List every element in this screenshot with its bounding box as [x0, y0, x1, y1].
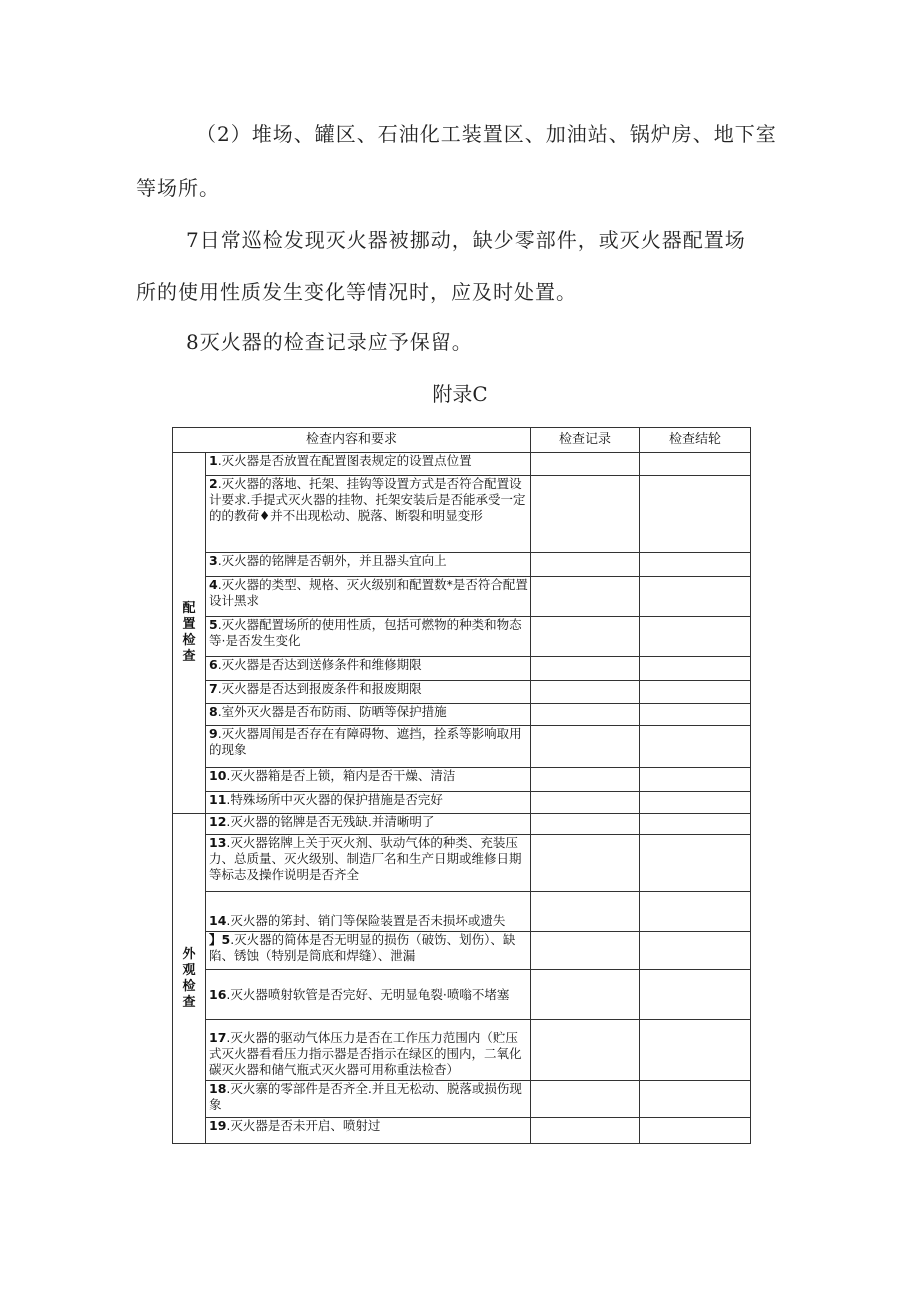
- table-row: [173, 617, 751, 657]
- result-cell[interactable]: [640, 835, 751, 892]
- result-cell[interactable]: [640, 657, 751, 681]
- result-cell[interactable]: [640, 1081, 751, 1118]
- record-cell[interactable]: [531, 970, 640, 1020]
- record-cell[interactable]: [531, 1118, 640, 1144]
- row-text: 5.灭火器配置场所的使用性质，包括可燃物的种类和物态等·是否发生变化: [206, 617, 531, 657]
- table-row: [173, 476, 751, 553]
- record-cell[interactable]: [531, 553, 640, 577]
- result-cell[interactable]: [640, 617, 751, 657]
- row-text: 6.灭火器是否达到送修条件和维修期限: [206, 657, 531, 681]
- result-cell[interactable]: [640, 681, 751, 704]
- record-cell[interactable]: [531, 835, 640, 892]
- row-text: 17.灭火器的驱动气体压力是否在工作压力范围内（贮压式灭火器看看压力指示器是否指示在绿区的围内，二氧化碳灭火器和储气瓶式灭火器可用称重法检杳）: [206, 1020, 531, 1081]
- result-cell[interactable]: [640, 476, 751, 553]
- result-cell[interactable]: [640, 1020, 751, 1081]
- table-row: [173, 577, 751, 617]
- paragraph-1-cont: 等场所。: [136, 176, 220, 200]
- table-row: [173, 453, 751, 476]
- table-row: [173, 704, 751, 726]
- category-config-label: 配置检查: [182, 601, 196, 664]
- result-cell[interactable]: [640, 453, 751, 476]
- table-row: [173, 970, 751, 1020]
- table-row: [173, 932, 751, 970]
- result-cell[interactable]: [640, 704, 751, 726]
- row-text: 10.灭火器箱是否上锁，箱内是否干燥、清洁: [206, 768, 531, 792]
- result-cell[interactable]: [640, 814, 751, 835]
- row-text: 2.灭火器的落地、托架、挂钩等设置方式是否符合配置设计要求.手提式灭火器的挂物、托架安装后是否能承受一定的的教荷♦并不出现松动、脱落、断裂和明显变形: [206, 476, 531, 553]
- header-record: 检查记录: [531, 428, 640, 453]
- category-config: [173, 453, 206, 814]
- row-text: 16.灭火器喷射软管是否完好、无明显龟裂·喷嗡不堵塞: [206, 970, 531, 1020]
- table-row: [173, 553, 751, 577]
- record-cell[interactable]: [531, 1081, 640, 1118]
- table-row: [173, 1118, 751, 1144]
- row-text: 11.特殊场所中灭火器的保护措施是否完好: [206, 792, 531, 814]
- category-appearance-label: 外观检查: [182, 946, 196, 1010]
- record-cell[interactable]: [531, 892, 640, 932]
- paragraph-2-cont: 所的使用性质发生变化等情况时，应及时处置。: [136, 280, 577, 304]
- row-text: 19.灭火器是否未开启、喷射过: [206, 1118, 531, 1144]
- paragraph-1: （2）堆场、罐区、石油化工装置区、加油站、锅炉房、地下室: [196, 122, 777, 146]
- paragraph-3: 8灭火器的检查记录应予保留。: [186, 330, 473, 354]
- record-cell[interactable]: [531, 768, 640, 792]
- result-cell[interactable]: [640, 932, 751, 970]
- record-cell[interactable]: [531, 681, 640, 704]
- row-text: 3.灭火器的铭牌是否朝外，并且器头宜向上: [206, 553, 531, 577]
- row-text: 18.灭火寨的零部件是否齐全.并且无松动、脱落或损伤现象: [206, 1081, 531, 1118]
- row-text: 13.灭火器铭牌上关于灭火剂、驮动气体的种类、充装压力、总质量、灭火级别、制造厂名和生产日期或维修日期等标志及操作说明是否齐全: [206, 835, 531, 892]
- row-text: 7.灭火器是否达到报废条件和报废期限: [206, 681, 531, 704]
- record-cell[interactable]: [531, 814, 640, 835]
- result-cell[interactable]: [640, 892, 751, 932]
- inspection-table: [172, 427, 751, 1144]
- record-cell[interactable]: [531, 657, 640, 681]
- result-cell[interactable]: [640, 1118, 751, 1144]
- category-appearance: [173, 814, 206, 1144]
- record-cell[interactable]: [531, 726, 640, 768]
- result-cell[interactable]: [640, 726, 751, 768]
- table-row: [173, 726, 751, 768]
- table-row: [173, 768, 751, 792]
- table-row: [173, 792, 751, 814]
- row-text: 9.灭火器周闱是否存在有障碍物、遮挡，拴系等影响取用的现象: [206, 726, 531, 768]
- appendix-title: 附录C: [432, 382, 488, 406]
- record-cell[interactable]: [531, 792, 640, 814]
- row-text: 】5.灭火器的简体是否无明显的损伤（破饬、划伤）、缺陷、锈蚀（特别是筒底和焊缝）、泄漏: [206, 932, 531, 970]
- table-row: [173, 1020, 751, 1081]
- row-text: 8.室外灭火器是否布防雨、防晒等保护措施: [206, 704, 531, 726]
- header-result: 检查结轮: [640, 428, 751, 453]
- result-cell[interactable]: [640, 970, 751, 1020]
- table-row: [173, 657, 751, 681]
- record-cell[interactable]: [531, 932, 640, 970]
- record-cell[interactable]: [531, 476, 640, 553]
- table-row: [173, 835, 751, 892]
- row-text: 14.灭火器的笫封、销门等保险装置是否未损坏或遗失: [206, 892, 531, 932]
- row-text: 4.灭火器的类型、规格、灭火级别和配置数*是否符合配置设计黑求: [206, 577, 531, 617]
- result-cell[interactable]: [640, 792, 751, 814]
- record-cell[interactable]: [531, 704, 640, 726]
- table-row: [173, 814, 751, 835]
- record-cell[interactable]: [531, 453, 640, 476]
- header-content: 检查内容和要求: [173, 428, 531, 453]
- record-cell[interactable]: [531, 617, 640, 657]
- paragraph-2: 7日常巡检发现灭火器被挪动，缺少零部件，或灭火器配置场: [186, 228, 746, 252]
- row-text: 1.灭火器是否放置在配置图表规定的设置点位置: [206, 453, 531, 476]
- result-cell[interactable]: [640, 577, 751, 617]
- table-row: [173, 681, 751, 704]
- record-cell[interactable]: [531, 577, 640, 617]
- result-cell[interactable]: [640, 768, 751, 792]
- result-cell[interactable]: [640, 553, 751, 577]
- record-cell[interactable]: [531, 1020, 640, 1081]
- row-text: 12.灭火器的铭牌是否无残缺.并清晰明了: [206, 814, 531, 835]
- table-row: [173, 892, 751, 932]
- table-header-row: [173, 428, 751, 453]
- table-row: [173, 1081, 751, 1118]
